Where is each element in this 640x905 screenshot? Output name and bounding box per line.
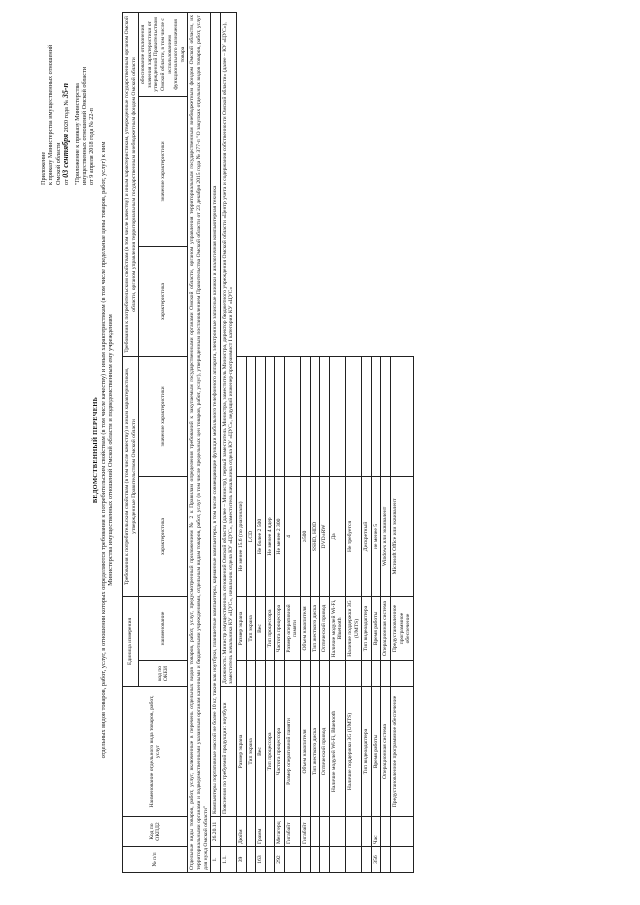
gov-char-cell: Размер экрана <box>236 687 246 817</box>
table-row <box>391 12 414 872</box>
header-okpd: Код по ОКПД2 <box>123 817 188 847</box>
min-just-cell <box>381 356 391 476</box>
approval-date-line <box>62 15 70 185</box>
min-char-cell: Оптический привод <box>320 596 330 660</box>
intro-text: Отдельные виды товаров, работ, услуг, включенные в перечень отдельных видов товаров, работ, услуг, предусмотренный приложением № 2 к Правилам определения требований к закупаемым государственными органами Омской области, органом управления территориальным государственным внебюджетным фондом Омской области, их территориальными органами и подведомственными указанным органам казенными и бюджетными учреждениями, отдельным видам товаров, работ, услуг (в том числе предельных цен товаров, работ, услуг), утвержденным постановлением Правительства Омской области от 23 декабря 2015 года № 377-п "О закупках отдельных видов товаров, работ, услуг для нужд Омской области" <box>188 12 211 872</box>
okei-cell <box>381 847 391 873</box>
approval-line: Омской области <box>54 142 62 185</box>
requirements-table <box>122 12 414 873</box>
okei-cell <box>329 847 345 873</box>
okei-cell <box>362 847 372 873</box>
unit-cell <box>310 817 320 847</box>
unit-cell <box>265 817 275 847</box>
min-char-cell: Объем накопителя <box>301 596 311 660</box>
gov-val-cell <box>371 661 381 687</box>
okei-cell <box>301 847 311 873</box>
table-row <box>381 12 391 872</box>
table-row <box>301 12 311 872</box>
date-prefix: от <box>63 179 71 185</box>
gov-val-cell <box>265 661 275 687</box>
gov-char-cell: Время работы <box>371 687 381 817</box>
row-text: Компьютеры портативные массой не более 10 кг, такие как ноутбуки, планшетные компьютеры, карманные компьютеры, в том числе совмещающие функции мобильного телефонного аппарата, электронные записные книжки и аналогичная компьютерная техника <box>211 12 221 816</box>
min-char-cell: Тип видеоадаптера <box>362 596 372 660</box>
min-just-cell <box>362 356 372 476</box>
min-val-cell: не менее 5 <box>371 476 381 596</box>
okei-cell <box>310 847 320 873</box>
approval-line: "Приложение к приказу Министерства <box>73 83 81 185</box>
min-val-cell: Не более 2 500 <box>256 476 266 596</box>
min-val-cell: Не требуется <box>346 476 362 596</box>
okei-cell: 39 <box>236 847 246 873</box>
unit-cell <box>381 817 391 847</box>
unit-cell <box>346 817 362 847</box>
min-val-cell: Да <box>329 476 345 596</box>
gov-char-cell: Тип процессора <box>265 687 275 817</box>
unit-cell: Грамм <box>256 817 266 847</box>
gov-val-cell <box>310 661 320 687</box>
unit-cell: Дюйм <box>236 817 246 847</box>
date-suffix: 2020 года № <box>63 99 71 133</box>
gov-char-cell: Размер оперативной памяти <box>284 687 300 817</box>
title-heading: ВЕДОМСТВЕННЫЙ ПЕРЕЧЕНЬ <box>92 396 99 504</box>
gov-val-cell <box>246 661 256 687</box>
min-just-cell <box>275 356 285 476</box>
header-gov-val: значение характеристики <box>139 356 188 476</box>
gov-char-cell: Объем накопителя <box>301 687 311 817</box>
gov-val-cell <box>275 661 285 687</box>
gov-char-cell: Наличие модулей Wi-Fi, Bluetooth <box>329 687 345 817</box>
min-just-cell <box>246 356 256 476</box>
okei-cell <box>346 847 362 873</box>
okei-cell: 292 <box>275 847 285 873</box>
table-row <box>284 12 300 872</box>
okei-cell <box>391 847 414 873</box>
min-char-cell: Предустановленное программное обеспечение <box>391 596 414 660</box>
min-char-cell: Наличие модулей Wi-Fi, Bluetooth <box>329 596 345 660</box>
table-row <box>310 12 320 872</box>
gov-char-cell: Тип экрана <box>246 687 256 817</box>
min-just-cell <box>371 356 381 476</box>
unit-cell <box>362 817 372 847</box>
title-line: отдельных видов товаров, работ, услуг, в отношении которых определяются требования к потребительским свойствам (в том числе качеству) и иным характеристикам (в том числе предельные цены товаров, работ, услуг) к ним <box>99 141 107 759</box>
unit-cell: Мегагерц <box>275 817 285 847</box>
unit-cell: Гигабайт <box>284 817 300 847</box>
gov-val-cell <box>391 661 414 687</box>
row-num: 1.1. <box>220 847 236 873</box>
row-name: Пояснения по требуемой продукции: ноутбуки <box>220 687 236 817</box>
handwritten-number: 35-п <box>61 83 71 99</box>
approval-line: Приложение <box>40 151 47 185</box>
gov-val-cell <box>320 661 330 687</box>
min-char-cell: Время работы <box>371 596 381 660</box>
header-okei: код по ОКЕИ <box>139 661 188 687</box>
min-val-cell: LCD <box>246 476 256 596</box>
gov-char-cell: Предустановленное программное обеспечение <box>391 687 414 817</box>
rotated-document <box>40 5 600 885</box>
min-just-cell <box>310 356 320 476</box>
min-val-cell: ≥500 <box>301 476 311 596</box>
table-row <box>265 12 275 872</box>
header-unit-name: наименование <box>139 596 188 660</box>
okei-cell: 356 <box>371 847 381 873</box>
unit-cell <box>391 817 414 847</box>
min-just-cell <box>329 356 345 476</box>
header-unit: Единица измерения <box>123 596 139 686</box>
approval-line: к приказу Министерства имущественных отношений <box>47 44 55 185</box>
table-row <box>236 12 246 872</box>
header-name: Наименование отдельного вида товаров, работ, услуг <box>123 687 188 817</box>
min-char-cell: Тип экрана <box>246 596 256 660</box>
okei-cell <box>320 847 330 873</box>
min-val-cell: Дискретный <box>362 476 372 596</box>
min-char-cell: Размер оперативной памяти <box>284 596 300 660</box>
min-val-cell: Не менее 15.6 (по диагонали) <box>236 476 246 596</box>
table-row <box>211 12 221 872</box>
min-val-cell: Microsoft Office или эквивалент <box>391 476 414 596</box>
table-row <box>346 12 362 872</box>
row-num: 1. <box>211 847 221 873</box>
min-just-cell <box>320 356 330 476</box>
gov-val-cell <box>284 661 300 687</box>
approval-line: от 9 апреля 2018 года № 22-п <box>88 108 96 185</box>
table-row <box>220 12 236 872</box>
min-just-cell <box>391 356 414 476</box>
document-title <box>92 55 115 845</box>
header-min-just: обоснование отклонения значения характеристики от утвержденной Правительством Омской области, в том числе с использованием функционального назначения товара <box>139 12 188 96</box>
gov-char-cell: Вес <box>256 687 266 817</box>
title-line: Министерства имущественных отношений Омской области и подведомственным ему учреждениям <box>107 314 115 586</box>
table-row <box>256 12 266 872</box>
min-just-cell <box>256 356 266 476</box>
okei-cell <box>265 847 275 873</box>
min-char-cell: Вес <box>256 596 266 660</box>
min-just-cell <box>236 356 246 476</box>
table-row <box>371 12 381 872</box>
table-row <box>362 12 372 872</box>
min-just-cell <box>265 356 275 476</box>
min-just-cell <box>284 356 300 476</box>
gov-val-cell <box>301 661 311 687</box>
min-val-cell: Не менее 2 300 <box>275 476 285 596</box>
min-just-cell <box>301 356 311 476</box>
gov-char-cell: Оптический привод <box>320 687 330 817</box>
header-min: Требования к потребительским свойствам (в том числе качеству) и иным характеристикам, утвержденные государственным органом Омской области, органом управления территориальным государственным внебюджетным фондом Омской области <box>123 12 139 356</box>
gov-char-cell: Частота процессора <box>275 687 285 817</box>
handwritten-date: 03 сентября <box>61 133 71 178</box>
gov-char-cell: Наличие поддержки 3G (UMTS) <box>346 687 362 817</box>
table-row <box>329 12 345 872</box>
min-char-cell: Наличие поддержки 3G (UMTS) <box>346 596 362 660</box>
min-char-cell: Операционная система <box>381 596 391 660</box>
row-code-empty <box>220 817 236 847</box>
min-val-cell: Windows или эквивалент <box>381 476 391 596</box>
header-gov: Требования к потребительским свойствам (в том числе качеству) и иным характеристикам, утвержденные Правительством Омской области <box>123 356 139 596</box>
okei-cell <box>246 847 256 873</box>
approval-line: имущественных отношений Омской области <box>81 66 89 185</box>
gov-val-cell <box>346 661 362 687</box>
approval-stamp-block <box>40 15 96 185</box>
header-min-val: значение характеристики <box>139 96 188 246</box>
gov-val-cell <box>329 661 345 687</box>
min-val-cell: 4 <box>284 476 300 596</box>
header-num: № п/п <box>123 847 188 873</box>
header-gov-char: характеристика <box>139 476 188 596</box>
min-just-cell <box>346 356 362 476</box>
unit-cell <box>246 817 256 847</box>
gov-val-cell <box>256 661 266 687</box>
gov-val-cell <box>236 661 246 687</box>
gov-val-cell <box>362 661 372 687</box>
header-min-char: характеристика <box>139 246 188 356</box>
min-val-cell: DVD±RW <box>320 476 330 596</box>
row-code: 26.20.11 <box>211 817 221 847</box>
header-row <box>123 12 139 872</box>
min-char-cell: Тип процессора <box>265 596 275 660</box>
gov-char-cell: Тип жесткого диска <box>310 687 320 817</box>
unit-cell: Час <box>371 817 381 847</box>
okei-cell: 163 <box>256 847 266 873</box>
min-val-cell: SSHD, HDD <box>310 476 320 596</box>
unit-cell <box>329 817 345 847</box>
gov-char-cell: Операционная система <box>381 687 391 817</box>
min-char-cell: Тип жесткого диска <box>310 596 320 660</box>
gov-val-cell <box>381 661 391 687</box>
unit-cell <box>320 817 330 847</box>
gov-char-cell: Тип видеоадаптера <box>362 687 372 817</box>
min-char-cell: Частота процессора <box>275 596 285 660</box>
table-row <box>246 12 256 872</box>
min-char-cell: Размер экрана <box>236 596 246 660</box>
okei-cell <box>284 847 300 873</box>
min-val-cell: Не менее 4 ядер <box>265 476 275 596</box>
table-row <box>275 12 285 872</box>
unit-cell: Гигабайт <box>301 817 311 847</box>
row-text: Должность: Министр имущественных отношений Омской области (далее – Министр), первый заместитель Министра, заместитель Министра, директор бюджетного учреждения Омской области «Центр учета и содержания собственности Омской области» (далее – КУ «ЦУС»), заместитель начальника КУ «ЦУС», начальник отдела КУ «ЦУС», заместитель начальника отдела КУ «ЦУС», ведущий инженер-программист I категории КУ «ЦУС» <box>220 12 236 686</box>
intro-row <box>188 12 211 872</box>
table-row <box>320 12 330 872</box>
